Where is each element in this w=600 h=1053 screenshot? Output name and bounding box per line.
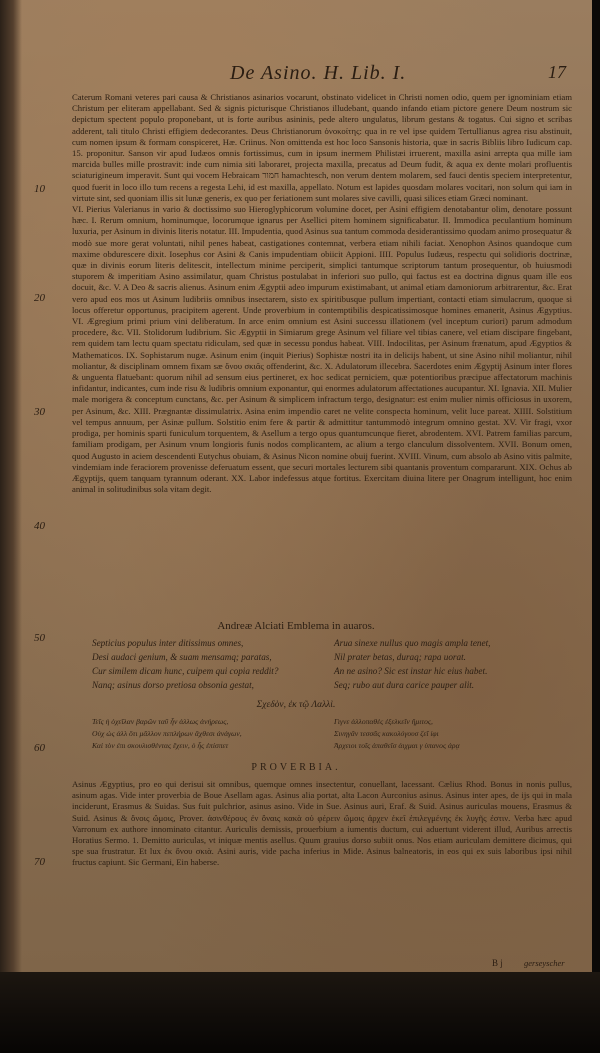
- verse-line: Nanq; asinus dorso pretiosa obsonia gestat,: [92, 680, 254, 690]
- margin-number: 40: [34, 520, 45, 532]
- verse-line: Καὶ τὸν ἐπι σκουλισθέντας ἔχειν, ὁ ἧς ἐπίσπετ: [92, 741, 229, 750]
- verse-line: Τεῖς ἡ ὀχεῖλαν βαρῶν ταῦ ἦν ἀλλως ἀνήρεως,: [92, 717, 229, 726]
- emblem-verse-left: [92, 636, 342, 692]
- proverbia-text-block: [72, 779, 572, 957]
- main-text-block: [72, 92, 572, 608]
- verse-line: Cur similem dicam hunc, cuipem qui copia reddit?: [92, 666, 279, 676]
- greek-verse-left: [92, 716, 332, 752]
- verse-line: Seq; rubo aut dura carice pauper alit.: [334, 680, 475, 690]
- margin-number: 70: [34, 856, 45, 868]
- paragraph: VI. Pierius Valerianus in vario & doctissimo suo Hieroglyphicorum volumine docet, per Asini effigiem denotabantur olim, denotare possunt hæc. I. Rerum omnium, hominumque, locorumque ignarus per Asellici pitem hominem significabatur. II. Immodica peculantium hominum luxuria, per Asinum in divinis literis notatur. III. Impudentia, quod Asinus sua tantum commoda desiderantissimo quodam animo prosequatur & modò sue more gerat voluntati, nihil penes habeat, castigationes contemnat, verbera etiam nihili faciat. Xenophon Asinos quandoque cum maxime obdurescere dixit. Iosephus cor Asini & Canis impudentiam obiicit Appioni. IIII. Populus Iudæus, respectu qui solidioris doctrinæ, quæ in divinis eorum literis delitescit, intellectum minime perciperit, simplici tantumque scriptorum tantum prosequentur, ob huiusmodi stuporem & imperitiam Asino assimilatur, quam Christus postulabat in inferiori suo pullo, qui factus est ea doctrina dignus quam ille eos docuit, &c. V. A Deo & sacris alienus. Asinum enim Ægyptii adeo impurum existimabant, ut animal etiam damoniorum arbitrarentur, &c. Erat vero apud eos mos ut Asinum ludibriis omnibus insectarem, sisto ex spiritibusque pullum impertiant, contacti etiam simulacrum, quoque si locus offeretur opportunus, pracipitem agerent. Unde proverbium in contemptibilis despicatissimosque homines emanerit, Asinus Ægyptius. VI. Ægregium primi prium vini deliberatum. In arce enim omnium est Asini successu illationem (vel inceptum curiori) parum admodum procedere, &c. VII. Stolidorum ludibrium. Sic Ægyptii in Simiarum grege Asinum vel filiare vel tibias canere, vel etiam discipare fingebant, rem quidem tam lectu quam spectatu ridiculam, sed quæ in secessu pondus habeat. VIII. Indocilitas, per Asinum frænatum, apud Ægyptios & Mathematicos. IX. Sophistarum nugæ. Asinum enim (inquit Pierius) Sophistæ nostri ita in delicijs habent, ut sine Asino nihil moliantur, nihil moliantur, & disciplinam omnem fixam sæ ὄνου σκιᾶς offenderint, &c. X. Adulatorum illecebra. Sacerdotes enim Ægyptij Asinum inter flores & unguenta flatuebant: quorum nihil ad sensum eius pertineret, ex hoc sedicat perniciem, quæ potentioribus præcipue affectatorum machinis infidantur, indicantes, cum inde risu & ludibris omnium exponantur, qui enormes adulatorum affectationes aucupantur. XI. Ignavia. XII. Mulier male morigera & conceptum cunctans, &c. per Asinum & simplicem infractum tergo, designatur: est enim mulier nimis officiosus in uxorem, per Asinum, &c. XIII. Prægnantæ dissimulatrix. Asina enim impendio caret ne velite conspecta hominum, velit luce pareat. XIIII. Solstitium vel tempus annuum, per Asinæ pullum. Solstitio enim fere & partir & admittitur tantummodò integrum omnino gestat. XV. Vir fragi, vxor prodiga, per hominis sparti funiculum torquentem, & Asellum a tergo opus quantumcunque fieret, abrodentem. XVI. Patrem familias parcum, familiam prodigam, per Asinum vnum longioris funis nodos complicantem, ac alium a tergo clanculum dissolventem. XVII. Bonum omen, quod Augusto in aciem descendenti Eutychus obuiam, & Asinus Nicon nomine obuij fuerint. XVIII. Vinum, cum absolo ab Asino vitis palmite, vindemiam inde feraciorem provenisse deferuatum essent, que securi mortales lecturem sibi quantanis proventum compararunt. XIX. Ochus ab Ægyptijs, quem tanquam tyrannum oderant. XX. Labor indefessus atque fortitus. Exercitam diuina litere per Onagrum intelligunt, hoc enim animal in solitudinibus sola vitam degit.: [72, 204, 572, 495]
- greek-verse-right: [334, 716, 564, 752]
- page-number: 17: [548, 62, 566, 82]
- verse-line: An ne asino? Sic est instar hic eius habet.: [334, 666, 488, 676]
- verse-line: Ἀρχειοι τοῖς ἀπαθεῖσ ἀιχμαι γ ὑπανος ἀρᾳ: [334, 741, 460, 750]
- margin-number: 50: [34, 632, 45, 644]
- page-binding-shadow: [0, 0, 22, 972]
- margin-number: 20: [34, 292, 45, 304]
- emblem-verse-right: [334, 636, 574, 692]
- verse-line: Nil prater betas, duraq; rapa uorat.: [334, 652, 466, 662]
- paragraph: Caterum Romani veteres pari causa & Christianos asinarios vocarunt, obstinato videlicet in Christi nomen odio, quem per ignominiam etiam Christum per eliteram appellabant. Sed & signis picturisque Christianos illudebant, quando infando etiam pictore genere Deum nostrum sic depictum spectent populo proponebant, ut is forte auribus asininis, pede altero ungulatus, librum gestans & togatus. Cui signo et scribas adderent, tali titulo Christi effigiem dedecorantes. Deus Christianorum ὀνοκοίτης: qua in re vel ipse quidem Tertullianus agrea risu abstinuit, cum nomen ipsum & formam conspiceret, Hæ. Criinus. Non omittenda est hoc loco Sansonis historia, quæ in sacris Bibliis libro Iudicum cap. 15. proponitur. Sanson vir apud Iudæos omnis fortissimus, cum in ipsum inermem Philistæi irruerent, maxilla asini arrepta qua mille iam marcida bulles mille prostravit: inde cum nimia siti laboraret, projecta maxilla, precatus ad Deum fudit, & aqua ex dente molari profluentis sciaturigineum imperavit. Sunt qui vocem Hebraicam חמור hamachtesch, non verum dentem molarem, sed fauci dentis speciem interpretentur, quod fuerit in loco illo tum recens a regesta Lehi, id est maxilla, appellato. Notum est lapides quosdam molares vocitari, non solum qui iam in virtute sint, sed quoniam illis sit lunæ generis, ex quo per feriationem sunt molares sive cavilli, quasi silices etiam Græci nominant.: [72, 92, 572, 203]
- scan-background: [0, 972, 600, 1053]
- verse-line: Arua sinexe nullus quo magis ampla tenet,: [334, 638, 491, 648]
- verse-line: Γιγνε ἀλλοπαθὲς ἐξελκεῖν ἤμιτος,: [334, 717, 433, 726]
- catchword: gerseyscher: [524, 958, 565, 968]
- verse-line: Σινηγᾶν τεσσᾶς κακολόγουσ ζεῖ ἰφι: [334, 729, 439, 738]
- margin-number: 60: [34, 742, 45, 754]
- verse-line: Οὐχ ὡς ἀλλ ὅτι μᾶλλον πεπλήρων ἄχθεσι ἀνάγων,: [92, 729, 242, 738]
- verse-line: Desi audaci genium, & suam mensamq; paratas,: [92, 652, 272, 662]
- running-head: [70, 62, 570, 88]
- margin-number: 30: [34, 406, 45, 418]
- greek-verse-title: Σχεδὸν, ἐκ τῷ Λαλλὶ.: [256, 700, 336, 710]
- signature-mark: B j: [492, 958, 503, 968]
- verse-line: Septicius populus inter ditissimus omnes,: [92, 638, 244, 648]
- margin-number: 10: [34, 183, 45, 195]
- emblem-title: Andreæ Alciati Emblema in auaros.: [217, 620, 375, 632]
- running-title: De Asino. H. Lib. I.: [230, 62, 407, 84]
- paragraph: Asinus Ægyptius, pro eo qui derisui sit omnibus, quemque omnes insectentur, conuellant, lacessant. Cælius Rhod. Bonus in nonis pullus, asinum agas. Vide inter proverbia de Boue Asellam agas. Asinus alia portat, alta Lacon Aurconius asinus. Asinus inter apes, de ijs qui in mala inciderunt, Erasmus & Suidas. Sus fuit pulchrior, asinus asino. Vide in Sue. Asinus auri, Eraf. & Suid. Asinus auriculas mouens, Erasmus & Suid. Asinus & ὄνοις ὤμοις, Prover. ἀσινθέρους ἐν ὄναις κακὰ οὐ φέρειν ὤμοις ἀρχεν ἐκεῖ ἐπιλεγμένης ἐκ λυγῆς ἐστιν. Verba hæc apud Varronum ex authore innominato citantur. Auriculis demissis, prouerbium a iumentis ductum, cui aduertunt viderent illud, Auribus arrectis Horatius Sermo. 1. Demitto auriculas, vt iniquæ mentis asellus. Quum grauius dorso subiit onus. Nos etiam auriculam demittere dicimus, qui spe sua frustratur. Et lux ἐκ ὄνου σκιὰ. Asini auris, vide pacha inferius in Mide. Asinus balneatoris, in eos qui ex suis laboribus ipsi nihil fructus capiunt. Sic Germani, Ein haberse.: [72, 779, 572, 868]
- section-heading-proverbia: PROVERBIA.: [251, 762, 341, 773]
